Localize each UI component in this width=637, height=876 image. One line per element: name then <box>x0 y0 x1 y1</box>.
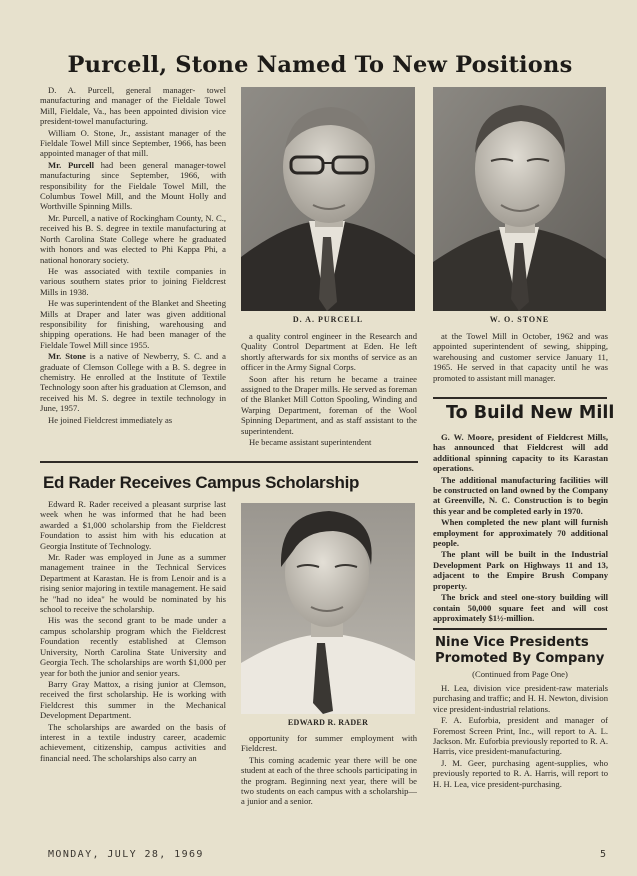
paragraph <box>241 331 417 373</box>
paragraph-text: Mr. Purcell, a native of Rockingham County, N. C., received his B. S. degree in textile manufacturing at North Carolina State College where he graduated with honors and was elected to Phi Kappa Phi, a national honorary society. <box>40 212 226 265</box>
vp-title-line-1: Nine Vice Presidents <box>435 635 589 650</box>
paragraph: When completed the new plant will furnish employment for approximately 70 additional people. <box>433 517 608 549</box>
build-mill-top-rule <box>433 397 607 399</box>
paragraph: G. W. Moore, president of Fieldcrest Mills, has announced that Fieldcrest will add additional spinning capacity to its Karastan operations. <box>433 432 608 474</box>
purcell-stone-column-3 <box>433 331 608 391</box>
vp-top-rule <box>433 628 607 630</box>
paragraph <box>40 266 226 297</box>
purcell-caption: D. A. PURCELL <box>292 315 364 324</box>
vp-continued-note: (Continued from Page One) <box>472 669 568 679</box>
paragraph: Mr. Rader was employed in June as a summer management trainee in the Technical Services Department at Karastan. He is from Lenoir and is a rising senior majoring in textile management. He said he "had no idea" he would be nominated by his school to receive the scholarship. <box>40 552 226 615</box>
paragraph: Barry Gray Mattox, a rising junior at Clemson, received the first scholarship. He is working with Fieldcrest this summer in the Mechanical Development Department. <box>40 678 226 721</box>
paragraph-text: William O. Stone, Jr., assistant manager of the Fieldale Towel Mill since September, 1966, has been appointed manager of that mill. <box>40 127 226 159</box>
paragraph-text: D. A. Purcell, general manager- towel manufacturing and manager of the Fieldale Towel Mill, Fieldale, Va., has been appointed division vice president-towel manufacturing. <box>40 85 226 127</box>
paragraph-text: is a native of Newberry, S. C. and a graduate of Clemson College with a B. S. degree in chemistry. He enrolled at the Institute of Textile Technology soon after his graduation at Clemson, and received his M. S. degree in textile technology in June, 1957. <box>40 351 226 414</box>
rader-caption: EDWARD R. RADER <box>287 718 369 727</box>
paragraph: opportunity for summer employment with Fieldcrest. <box>241 733 417 754</box>
paragraph-lead: Mr. Stone <box>48 351 86 362</box>
paragraph <box>40 415 226 425</box>
paragraph-text: had been general manager-towel manufacturing since September, 1966, with responsibility for the Fieldale Towel Mill, the Columbus Towel Mill, and the Mount Holly and Worthville Spinning Mills. <box>40 159 226 212</box>
paragraph: H. Lea, division vice president-raw materials purchasing and traffic; and H. H. Newton, division vice president-industrial relations. <box>433 683 608 714</box>
paragraph <box>241 374 417 436</box>
paragraph: The scholarships are awarded on the basis of interest in a textile industry career, academic achievement, citizenship, campus activities and financial need. The scholarships also carry an <box>40 721 226 763</box>
paragraph <box>40 160 226 212</box>
stone-photo <box>433 87 606 311</box>
rader-column-2 <box>241 733 417 843</box>
paragraph-text: Soon after his return he became a trainee assigned to the Draper mills. He served as foreman of the Blanket Mill Cotton Spooling, Winding and Warping Department, foreman of the Wool Spinning Department, and as staff assistant to the superintendent. <box>241 373 417 436</box>
paragraph <box>241 437 417 447</box>
page-headline: Purcell, Stone Named To New Positions <box>67 52 573 78</box>
paragraph <box>40 85 226 127</box>
vp-title-line-2: Promoted By Company <box>435 651 605 666</box>
paragraph <box>40 213 226 265</box>
paragraph: The plant will be built in the Industrial Development Park on Highways 11 and 13, adjacent to the Empire Brush Company property. <box>433 549 608 591</box>
footer-date: MONDAY, JULY 28, 1969 <box>48 849 204 860</box>
rader-column-1 <box>40 499 226 842</box>
paragraph-text: He joined Fieldcrest immediately as <box>48 414 173 425</box>
build-mill-body <box>433 432 608 628</box>
purcell-photo <box>241 87 415 311</box>
purcell-stone-column-2 <box>241 331 417 459</box>
paragraph-lead: Mr. Purcell <box>48 159 95 170</box>
paragraph <box>433 331 608 383</box>
paragraph-text: at the Towel Mill in October, 1962 and was appointed superintendent of sewing, shipping, warehousing and customer service January 11, 1965. He served in that capacity until he was promoted to assistant mill manager. <box>433 331 608 383</box>
stone-caption: W. O. STONE <box>489 315 550 324</box>
paragraph-text: a quality control engineer in the Research and Quality Control Department at Eden. He left shortly afterwards for six months of service as an officer in the Army Signal Corps. <box>241 331 417 373</box>
rader-photo <box>241 503 415 714</box>
paragraph <box>40 128 226 159</box>
purcell-stone-column-1 <box>40 85 226 460</box>
paragraph-text: He became assistant superintendent <box>249 437 372 448</box>
paragraph: Edward R. Rader received a pleasant surprise last week when he was informed that he had been awarded a $1,000 scholarship from the Fieldcrest Foundation to assist him with his education at Georgia Institute of Technology. <box>40 499 226 551</box>
page-number: 5 <box>600 849 608 860</box>
build-mill-title: To Build New Mill <box>446 403 615 423</box>
paragraph: His was the second grant to be made under a campus scholarship program which the Fieldcrest Foundation recently established at Clemson University, North Carolina State University and Georgia Tech. The scholarships are worth $1,000 per year for both the junior and senior years. <box>40 615 226 678</box>
paragraph-text: He was associated with textile companies in various southern states prior to joining Fieldcrest Mills in 1938. <box>40 265 226 297</box>
paragraph: F. A. Euforbia, president and manager of Foremost Screen Print, Inc., will report to A. L. Jackson. Mr. Euforbia previously reported to R. A. Harris, vice president-manufacturing. <box>433 715 608 757</box>
paragraph-text: He was superintendent of the Blanket and Sheeting Mills at Draper and later was given additional responsibility for finishing, warehousing and shipping operations. He had been manager of the Fieldale Towel Mill since 1955. <box>40 298 226 350</box>
paragraph: This coming academic year there will be one student at each of the three schools participating in the program. Beginning next year, there will be two students on each campus with a scholarship—a junior and a senior. <box>241 754 417 807</box>
paragraph: The additional manufacturing facilities will be constructed on land owned by the Company at Greenville, N. C. Construction is to begin this year and be completed early in 1970. <box>433 474 608 516</box>
paragraph: The brick and steel one-story building will contain 50,000 square feet and will cost approximately $1½-million. <box>433 592 608 623</box>
vp-body <box>433 683 608 843</box>
rader-title: Ed Rader Receives Campus Scholarship <box>43 473 360 492</box>
paragraph <box>40 298 226 350</box>
paragraph <box>40 351 226 413</box>
paragraph: J. M. Geer, purchasing agent-supplies, who previously reported to R. A. Harris, will report to H. H. Lea, vice president-purchasing. <box>433 757 608 789</box>
rader-top-rule <box>40 461 418 463</box>
